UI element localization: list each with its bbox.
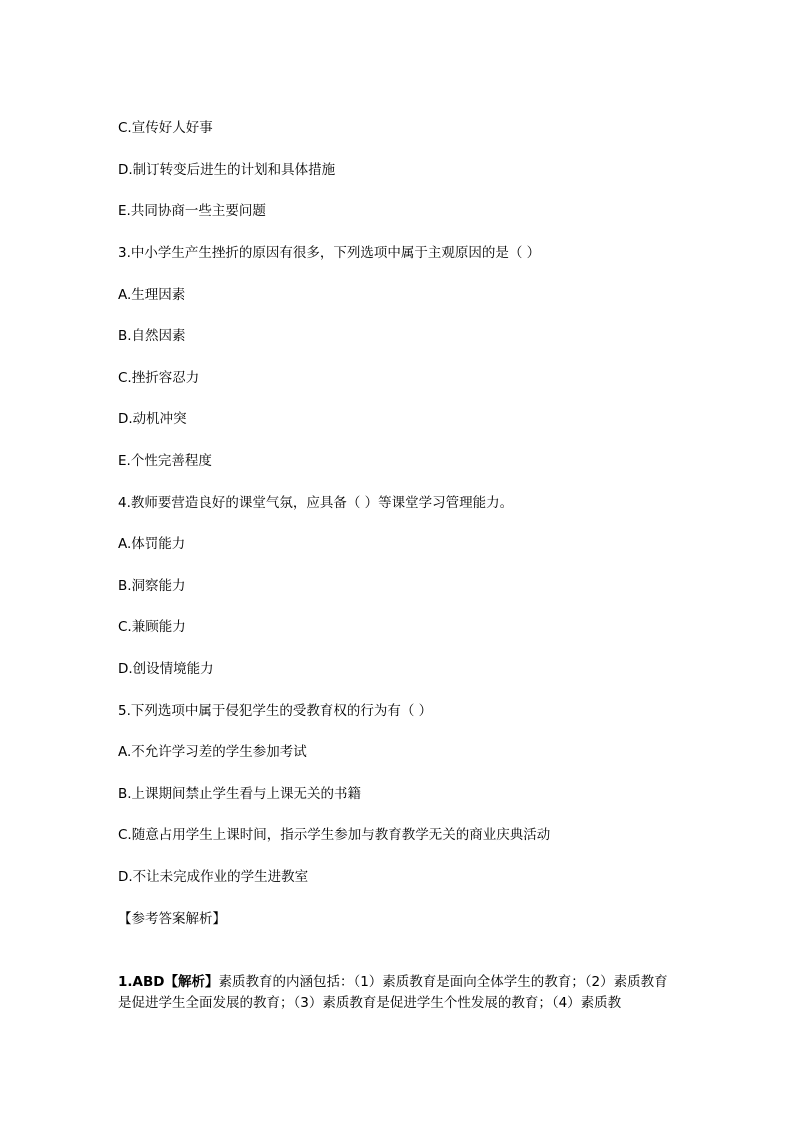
option-d-q4: D.创设情境能力 <box>118 661 214 677</box>
option-c-q2: C.宣传好人好事 <box>118 120 213 136</box>
option-c-q5: C.随意占用学生上课时间，指示学生参加与教育教学无关的商业庆典活动 <box>118 827 551 843</box>
answer-section-heading: 【参考答案解析】 <box>118 911 226 927</box>
option-e-q3: E.个性完善程度 <box>118 453 212 469</box>
option-a-q5: A.不允许学习差的学生参加考试 <box>118 744 307 760</box>
option-c-q4: C.兼顾能力 <box>118 619 186 635</box>
question-5: 5.下列选项中属于侵犯学生的受教育权的行为有（ ） <box>118 703 433 719</box>
answer-text: 素质教育的内涵包括：（1）素质教育是面向全体学生的教育；（2）素质教育是促进学生全面发展的教育；（3）素质教育是促进学生个性发展的教育；（4）素质教 <box>118 974 668 1011</box>
option-b-q4: B.洞察能力 <box>118 578 186 594</box>
question-3: 3.中小学生产生挫折的原因有很多，下列选项中属于主观原因的是（ ） <box>118 245 541 261</box>
option-b-q3: B.自然因素 <box>118 328 186 344</box>
option-d-q3: D.动机冲突 <box>118 411 187 427</box>
question-4: 4.教师要营造良好的课堂气氛，应具备（ ）等课堂学习管理能力。 <box>118 495 514 511</box>
option-b-q5: B.上课期间禁止学生看与上课无关的书籍 <box>118 786 362 802</box>
answer-explanation <box>118 972 678 1014</box>
option-a-q4: A.体罚能力 <box>118 536 186 552</box>
answer-label: 1.ABD【解析】 <box>118 974 219 990</box>
option-d-q2: D.制订转变后进生的计划和具体措施 <box>118 162 336 178</box>
option-a-q3: A.生理因素 <box>118 287 186 303</box>
option-e-q2: E.共同协商一些主要问题 <box>118 203 266 219</box>
option-d-q5: D.不让未完成作业的学生进教室 <box>118 869 309 885</box>
option-c-q3: C.挫折容忍力 <box>118 370 200 386</box>
